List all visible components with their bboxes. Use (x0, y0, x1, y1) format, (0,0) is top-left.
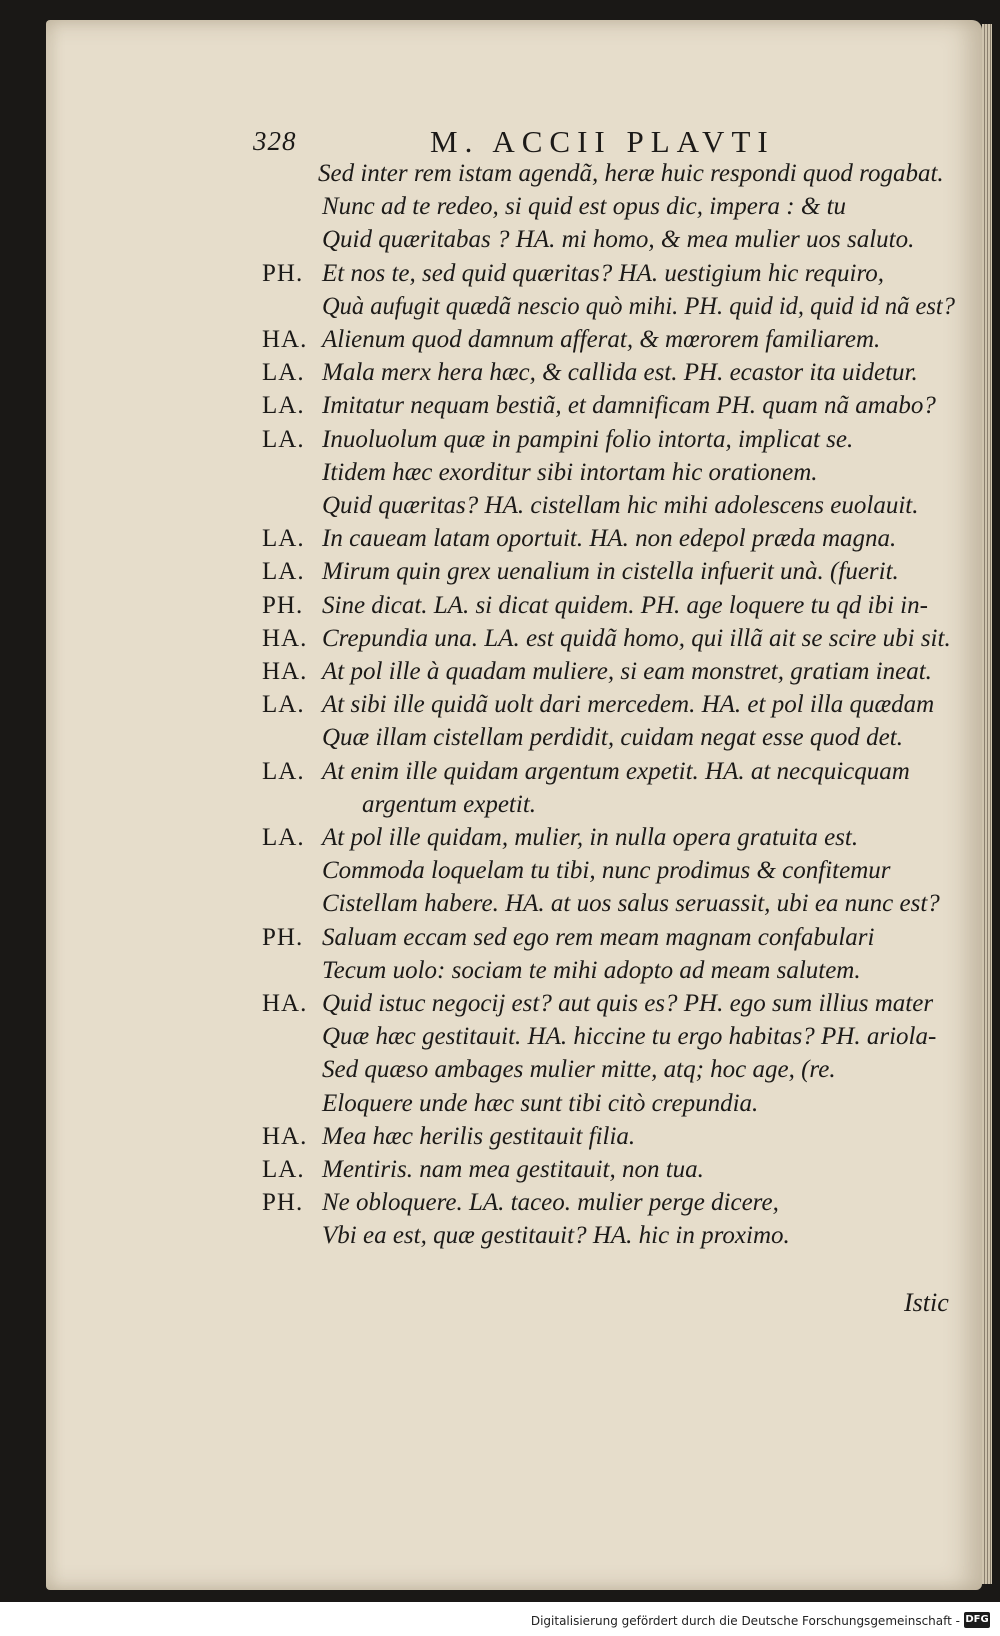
verse-text: Saluam eccam sed ego rem meam magnam confabulari (322, 924, 875, 951)
verse-text: Quid quæritas? HA. cistellam hic mihi adolescens euolauit. (322, 492, 919, 519)
text-line (0, 558, 1000, 590)
footer (0, 1606, 1000, 1636)
page-number: 328 (253, 126, 297, 156)
verse-text: Mala merx hera hæc, & callida est. PH. ecastor ita uidetur. (322, 359, 918, 386)
speaker-label: HA. (262, 658, 308, 685)
speaker-label: PH. (262, 592, 304, 619)
speaker-label: HA. (262, 990, 308, 1017)
verse-text: Mentiris. nam mea gestitauit, non tua. (322, 1156, 704, 1183)
speaker-label: PH. (262, 1189, 304, 1216)
verse-text: Quid quæritabas ? HA. mi homo, & mea mulier uos saluto. (322, 226, 915, 253)
text-line (0, 1123, 1000, 1155)
text-line (0, 160, 1000, 192)
verse-text: At enim ille quidam argentum expetit. HA. at necquicquam (322, 758, 910, 785)
speaker-label: LA. (262, 359, 305, 386)
text-line (0, 724, 1000, 756)
speaker-label: LA. (262, 525, 305, 552)
text-line (0, 359, 1000, 391)
speaker-label: HA. (262, 1123, 308, 1150)
verse-text: Quid istuc negocij est? aut quis es? PH. ego sum illius mater (322, 990, 934, 1017)
text-line (0, 592, 1000, 624)
text-line (0, 293, 1000, 325)
running-head: M. ACCII PLAVTI (430, 124, 775, 159)
speaker-label: LA. (262, 558, 305, 585)
text-line (0, 226, 1000, 258)
verse-text: Cistellam habere. HA. at uos salus seruassit, ubi ea nunc est? (322, 890, 940, 917)
text-line (0, 890, 1000, 922)
verse-text: Eloquere unde hæc sunt tibi citò crepundia. (322, 1090, 759, 1117)
text-line (0, 625, 1000, 657)
text-line (0, 492, 1000, 524)
verse-text: Vbi ea est, quæ gestitauit? HA. hic in proximo. (322, 1222, 790, 1249)
text-line (0, 193, 1000, 225)
text-line (0, 392, 1000, 424)
text-line (0, 459, 1000, 491)
text-line (0, 758, 1000, 790)
text-line (0, 857, 1000, 889)
text-line (0, 1090, 1000, 1122)
verse-text: At pol ille à quadam muliere, si eam monstret, gratiam ineat. (322, 658, 932, 685)
verse-text: Sed inter rem istam agendã, heræ huic respondi quod rogabat. (318, 160, 944, 187)
verse-text: Quà aufugit quædã nescio quò mihi. PH. quid id, quid id nã est? (322, 293, 955, 320)
verse-text: Sed quæso ambages mulier mitte, atq; hoc age, (re. (322, 1056, 836, 1083)
text-line (0, 990, 1000, 1022)
verse-text: At pol ille quidam, mulier, in nulla opera gratuita est. (322, 824, 859, 851)
text-line (0, 1189, 1000, 1221)
speaker-label: LA. (262, 824, 305, 851)
text-line (0, 1222, 1000, 1254)
text-line (0, 924, 1000, 956)
speaker-label: LA. (262, 1156, 305, 1183)
text-line (0, 326, 1000, 358)
verse-text: Itidem hæc exorditur sibi intortam hic orationem. (322, 459, 818, 486)
catchword: Istic (904, 1288, 949, 1317)
speaker-label: HA. (262, 326, 308, 353)
verse-text: Commoda loquelam tu tibi, nunc prodimus & confitemur (322, 857, 891, 884)
dfg-logo: DFG (964, 1612, 990, 1628)
verse-text: Sine dicat. LA. si dicat quidem. PH. age loquere tu qd ibi in- (322, 592, 928, 619)
text-line (0, 658, 1000, 690)
verse-text: Alienum quod damnum afferat, & mœrorem familiarem. (322, 326, 881, 353)
verse-text: Ne obloquere. LA. taceo. mulier perge dicere, (322, 1189, 779, 1216)
text-line (0, 791, 1000, 823)
verse-text: Inuoluolum quæ in pampini folio intorta, implicat se. (322, 426, 854, 453)
text-line (0, 260, 1000, 292)
verse-text: Nunc ad te redeo, si quid est opus dic, impera : & tu (322, 193, 847, 220)
text-line (0, 1156, 1000, 1188)
speaker-label: LA. (262, 691, 305, 718)
funding-credit: Digitalisierung gefördert durch die Deutsche Forschungsgemeinschaft - (530, 1614, 960, 1628)
verse-text: Quæ hæc gestitauit. HA. hiccine tu ergo habitas? PH. ariola- (322, 1023, 937, 1050)
verse-text: Imitatur nequam bestiã, et damnificam PH. quam nã amabo? (322, 392, 936, 419)
text-line (0, 426, 1000, 458)
verse-text: argentum expetit. (362, 791, 537, 818)
text-line (0, 957, 1000, 989)
text-line (0, 1023, 1000, 1055)
verse-text: At sibi ille quidã uolt dari mercedem. HA. et pol illa quædam (322, 691, 935, 718)
verse-text: Quæ illam cistellam perdidit, cuidam negat esse quod det. (322, 724, 903, 751)
verse-text: In caueam latam oportuit. HA. non edepol præda magna. (322, 525, 897, 552)
verse-text: Et nos te, sed quid quæritas? HA. uestigium hic requiro, (322, 260, 885, 287)
speaker-label: HA. (262, 625, 308, 652)
speaker-label: LA. (262, 392, 305, 419)
speaker-label: LA. (262, 758, 305, 785)
speaker-label: PH. (262, 924, 304, 951)
speaker-label: LA. (262, 426, 305, 453)
text-line (0, 824, 1000, 856)
verse-text: Crepundia una. LA. est quidã homo, qui illã ait se scire ubi sit. (322, 625, 951, 652)
text-line (0, 1056, 1000, 1088)
verse-text: Mea hæc herilis gestitauit filia. (322, 1123, 636, 1150)
text-line (0, 525, 1000, 557)
text-line (0, 691, 1000, 723)
verse-text: Mirum quin grex uenalium in cistella infuerit unà. (fuerit. (322, 558, 899, 585)
verse-text: Tecum uolo: sociam te mihi adopto ad meam salutem. (322, 957, 861, 984)
speaker-label: PH. (262, 260, 304, 287)
